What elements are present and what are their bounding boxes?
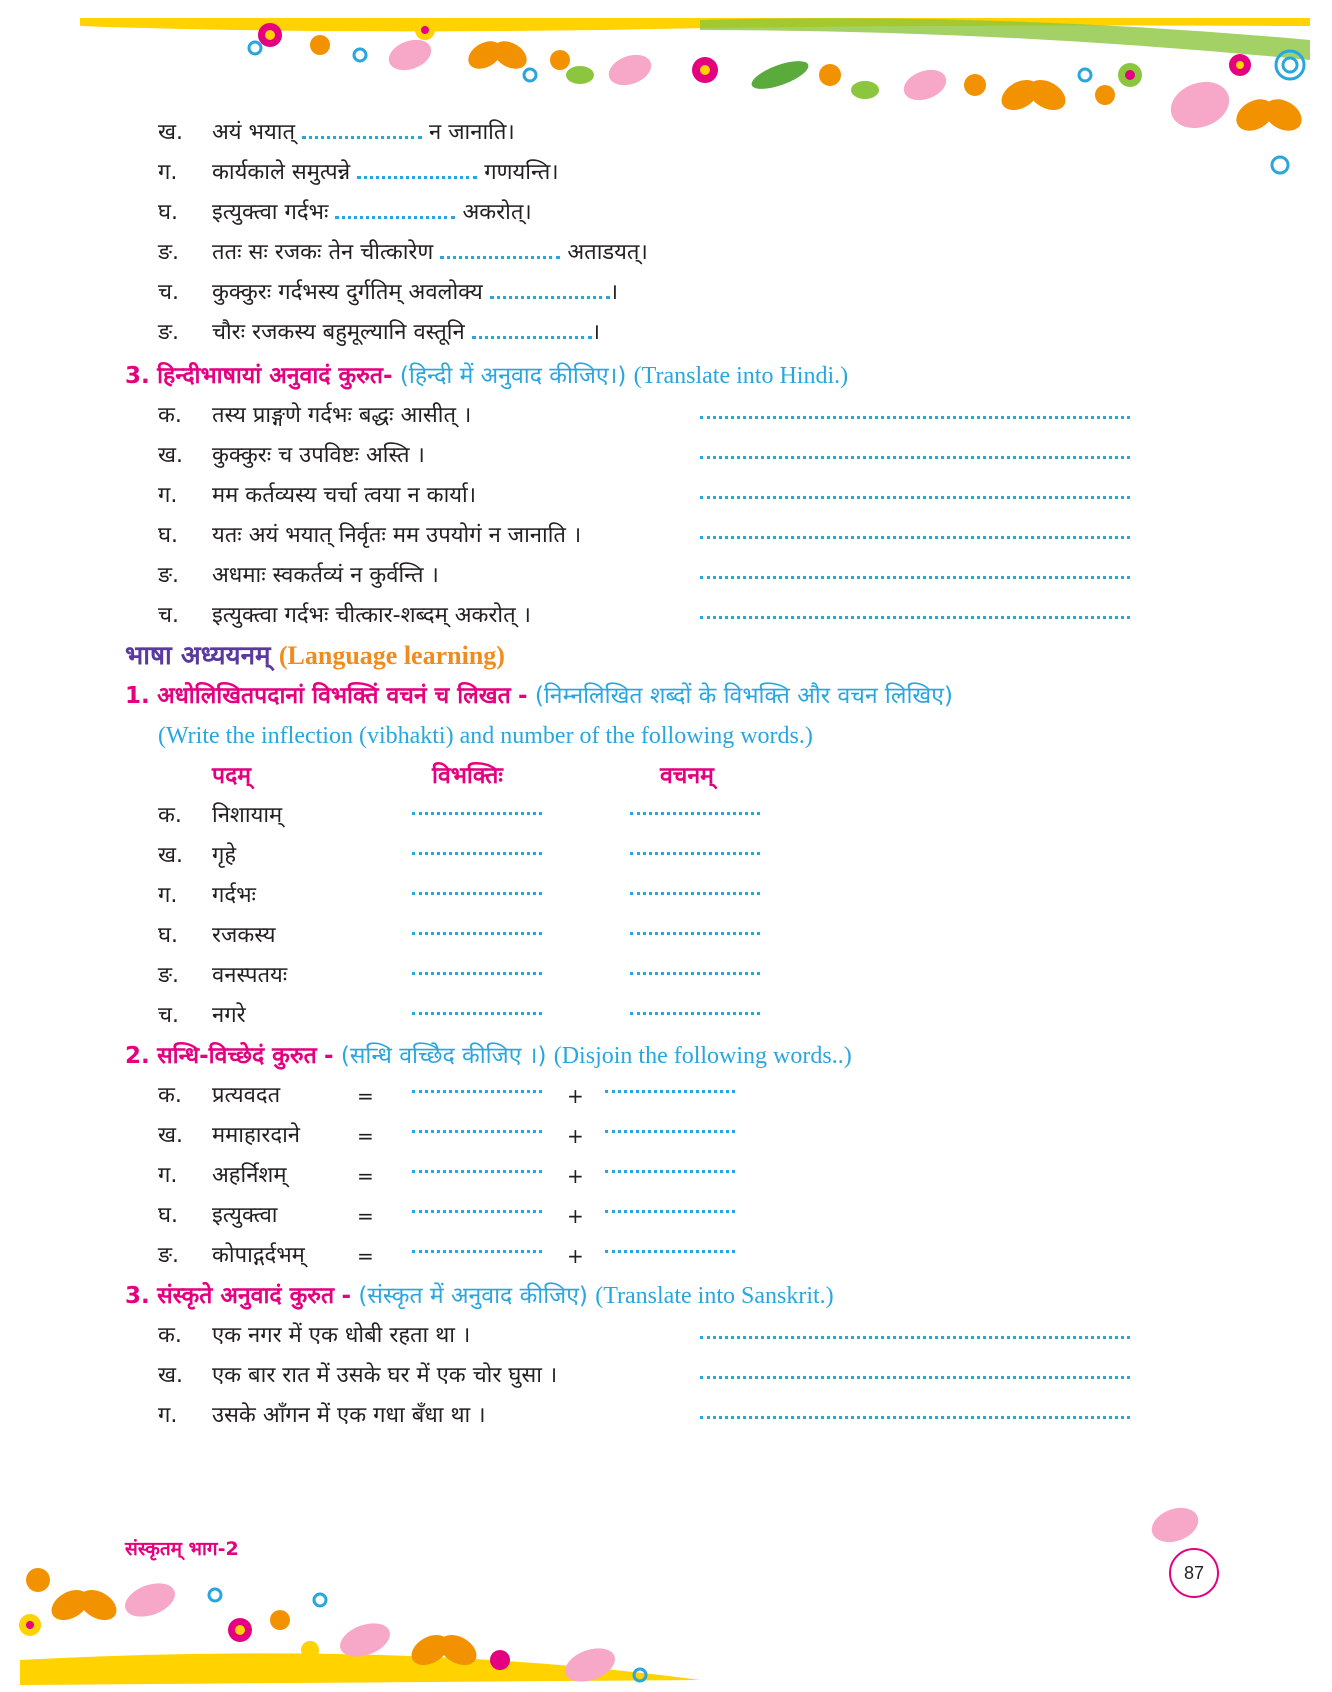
item-marker: ख. xyxy=(158,120,183,145)
translate-item xyxy=(0,596,1332,636)
item-word: रजकस्य xyxy=(212,923,276,948)
item-marker: घ. xyxy=(158,1203,178,1228)
answer-blank[interactable] xyxy=(490,282,610,299)
section-title-hindi: भाषा अध्ययनम् xyxy=(125,641,271,671)
sandhi-item xyxy=(0,1156,1332,1196)
answer-line[interactable] xyxy=(700,1336,1130,1339)
exercise-number: 3. xyxy=(125,363,150,389)
answer-line[interactable] xyxy=(700,456,1130,459)
item-marker: क. xyxy=(158,803,182,828)
sandhi-item xyxy=(0,1076,1332,1116)
item-marker: ख. xyxy=(158,1363,183,1388)
inflection-item xyxy=(0,956,1332,996)
item-text-after: अकरोत्। xyxy=(462,200,532,225)
item-text-after: । xyxy=(591,320,601,345)
exercise-subtitle: (संस्कृत में अनुवाद कीजिए) xyxy=(358,1283,588,1309)
item-word: प्रत्यवदत xyxy=(212,1083,281,1108)
answer-line[interactable] xyxy=(700,1376,1130,1379)
answer-blank[interactable] xyxy=(440,242,560,259)
translate-item xyxy=(0,1316,1332,1356)
exercise-title: अधोलिखितपदानां विभक्तिं वचनं च लिखत xyxy=(157,683,511,709)
vachan-blank[interactable] xyxy=(630,812,760,815)
inflection-item xyxy=(0,916,1332,956)
plus-sign: + xyxy=(567,1124,584,1148)
item-word: गृहे xyxy=(212,843,237,868)
exercise-title: हिन्दीभाषायां अनुवादं कुरुत- xyxy=(157,363,393,389)
exercise-dash: - xyxy=(518,683,528,709)
exercise-subtitle: (हिन्दी में अनुवाद कीजिए।) xyxy=(399,363,627,389)
item-word: अहर्निशम् xyxy=(212,1163,287,1188)
item-marker: च. xyxy=(158,1003,179,1028)
answer-line[interactable] xyxy=(700,616,1130,619)
vibhakti-blank[interactable] xyxy=(412,892,542,895)
exercise-english: (Translate into Sanskrit.) xyxy=(595,1283,834,1309)
exercise-english-line xyxy=(158,716,813,756)
item-marker: क. xyxy=(158,403,182,428)
second-part-blank[interactable] xyxy=(605,1090,735,1093)
fill-blank-item xyxy=(0,193,1332,233)
page-number: 87 xyxy=(1169,1548,1219,1598)
item-marker: ख. xyxy=(158,1123,183,1148)
sandhi-item xyxy=(0,1236,1332,1276)
column-header-vibhakti: विभक्तिः xyxy=(432,763,503,789)
item-text-before: कुक्कुरः गर्दभस्य दुर्गतिम् अवलोक्य xyxy=(212,280,483,305)
equals-sign: = xyxy=(357,1084,374,1108)
translate-item xyxy=(0,436,1332,476)
item-text-after: । xyxy=(609,280,619,305)
plus-sign: + xyxy=(567,1244,584,1268)
item-marker: ग. xyxy=(158,1403,178,1428)
item-marker: ख. xyxy=(158,843,183,868)
answer-line[interactable] xyxy=(700,496,1130,499)
second-part-blank[interactable] xyxy=(605,1250,735,1253)
item-word: इत्युक्त्वा xyxy=(212,1203,278,1228)
second-part-blank[interactable] xyxy=(605,1210,735,1213)
item-marker: घ. xyxy=(158,923,178,948)
item-text: एक बार रात में उसके घर में एक चोर घुसा । xyxy=(212,1363,558,1388)
item-marker: ङ. xyxy=(158,1243,180,1268)
exercise-heading xyxy=(125,1036,852,1076)
inflection-item xyxy=(0,836,1332,876)
item-word: नगरे xyxy=(212,1003,246,1028)
exercise-title: सन्धि-विच्छेदं कुरुत xyxy=(157,1043,317,1069)
book-title: संस्कृतम् भाग-2 xyxy=(125,1538,239,1560)
answer-blank[interactable] xyxy=(302,122,422,139)
inflection-item xyxy=(0,996,1332,1036)
plus-sign: + xyxy=(567,1204,584,1228)
item-marker: ग. xyxy=(158,883,178,908)
translate-item xyxy=(0,476,1332,516)
answer-line[interactable] xyxy=(700,1416,1130,1419)
translate-item xyxy=(0,1396,1332,1436)
item-word: ममाहारदाने xyxy=(212,1123,300,1148)
item-marker: ग. xyxy=(158,1163,178,1188)
exercise-english: (Disjoin the following words..) xyxy=(553,1043,852,1069)
exercise-dash: - xyxy=(324,1043,334,1069)
item-text-before: कार्यकाले समुत्पन्ने xyxy=(212,160,351,185)
item-marker: ङ. xyxy=(158,963,180,988)
item-marker: ङ. xyxy=(158,240,180,265)
answer-line[interactable] xyxy=(700,576,1130,579)
item-text-after: गणयन्ति। xyxy=(484,160,559,185)
vachan-blank[interactable] xyxy=(630,892,760,895)
vibhakti-blank[interactable] xyxy=(412,972,542,975)
item-marker: क. xyxy=(158,1323,182,1348)
vibhakti-blank[interactable] xyxy=(412,1012,542,1015)
inflection-item xyxy=(0,876,1332,916)
vibhakti-blank[interactable] xyxy=(412,812,542,815)
exercise-heading xyxy=(125,1276,834,1316)
fill-blank-item xyxy=(0,153,1332,193)
second-part-blank[interactable] xyxy=(605,1170,735,1173)
answer-blank[interactable] xyxy=(335,202,455,219)
item-marker: च. xyxy=(158,603,179,628)
exercise-heading xyxy=(125,356,848,396)
answer-line[interactable] xyxy=(700,536,1130,539)
first-part-blank[interactable] xyxy=(412,1090,542,1093)
translate-item xyxy=(0,556,1332,596)
exercise-dash: - xyxy=(341,1283,352,1309)
first-part-blank[interactable] xyxy=(412,1210,542,1213)
exercise-number: 2. xyxy=(125,1043,150,1069)
translate-item xyxy=(0,516,1332,556)
exercise-subtitle: (निम्नलिखित शब्दों के विभक्ति और वचन लिखिए) xyxy=(534,683,953,709)
exercise-heading xyxy=(125,676,1205,716)
item-text: कुक्कुरः च उपविष्टः अस्ति । xyxy=(212,443,425,468)
column-header-vachan: वचनम् xyxy=(660,763,714,789)
first-part-blank[interactable] xyxy=(412,1170,542,1173)
item-marker: ग. xyxy=(158,160,178,185)
item-marker: घ. xyxy=(158,523,178,548)
exercise-english: (Translate into Hindi.) xyxy=(633,363,849,389)
exercise-number: 1. xyxy=(125,683,150,709)
item-word: निशायाम् xyxy=(212,803,283,828)
section-title-english: (Language learning) xyxy=(278,641,505,670)
exercise-number: 3. xyxy=(125,1283,150,1309)
item-marker: घ. xyxy=(158,200,178,225)
item-word: कोपाद्गर्दभम् xyxy=(212,1243,305,1268)
vachan-blank[interactable] xyxy=(630,1012,760,1015)
section-title xyxy=(125,636,505,676)
first-part-blank[interactable] xyxy=(412,1250,542,1253)
item-word: वनस्पतयः xyxy=(212,963,288,988)
exercise-title: संस्कृते अनुवादं कुरुत xyxy=(157,1283,335,1309)
fill-blank-item xyxy=(0,113,1332,153)
exercise-subtitle: (सन्धि वच्छिेद कीजिए ।) xyxy=(340,1043,547,1069)
item-marker: च. xyxy=(158,280,179,305)
column-header-word: पदम् xyxy=(212,763,252,789)
fill-blank-item xyxy=(0,273,1332,313)
item-text: एक नगर में एक धोबी रहता था । xyxy=(212,1323,471,1348)
vachan-blank[interactable] xyxy=(630,972,760,975)
item-marker: ङ. xyxy=(158,563,180,588)
first-part-blank[interactable] xyxy=(412,1130,542,1133)
sandhi-item xyxy=(0,1196,1332,1236)
item-text-before: ततः सः रजकः तेन चीत्कारेण xyxy=(212,240,434,265)
item-text: इत्युक्त्वा गर्दभः चीत्कार-शब्दम् अकरोत् । xyxy=(212,603,531,628)
translate-item xyxy=(0,1356,1332,1396)
inflection-item xyxy=(0,796,1332,836)
exercise-english: (Write the inflection (vibhakti) and number of the following words.) xyxy=(158,723,813,749)
plus-sign: + xyxy=(567,1084,584,1108)
answer-blank[interactable] xyxy=(357,162,477,179)
item-text-before: इत्युक्त्वा गर्दभः xyxy=(212,200,329,225)
item-text: अधमाः स्वकर्तव्यं न कुर्वन्ति । xyxy=(212,563,439,588)
plus-sign: + xyxy=(567,1164,584,1188)
vibhakti-blank[interactable] xyxy=(412,932,542,935)
item-text: यतः अयं भयात् निर्वृतः मम उपयोगं न जानाति । xyxy=(212,523,582,548)
vachan-blank[interactable] xyxy=(630,852,760,855)
fill-blank-item xyxy=(0,313,1332,353)
item-text-before: चौरः रजकस्य बहुमूल्यानि वस्तूनि xyxy=(212,320,465,345)
item-text: उसके आँगन में एक गधा बँधा था । xyxy=(212,1403,486,1428)
item-text: मम कर्तव्यस्य चर्चा त्वया न कार्या। xyxy=(212,483,477,508)
answer-blank[interactable] xyxy=(472,322,592,339)
equals-sign: = xyxy=(357,1204,374,1228)
answer-line[interactable] xyxy=(700,416,1130,419)
equals-sign: = xyxy=(357,1124,374,1148)
equals-sign: = xyxy=(357,1244,374,1268)
item-text-after: अताडयत्। xyxy=(567,240,648,265)
fill-blank-item xyxy=(0,233,1332,273)
item-marker: क. xyxy=(158,1083,182,1108)
item-marker: ख. xyxy=(158,443,183,468)
vachan-blank[interactable] xyxy=(630,932,760,935)
second-part-blank[interactable] xyxy=(605,1130,735,1133)
item-text: तस्य प्राङ्गणे गर्दभः बद्धः आसीत् । xyxy=(212,403,472,428)
translate-item xyxy=(0,396,1332,436)
sandhi-item xyxy=(0,1116,1332,1156)
item-marker: ङ. xyxy=(158,320,180,345)
vibhakti-blank[interactable] xyxy=(412,852,542,855)
item-word: गर्दभः xyxy=(212,883,256,908)
item-text-after: न जानाति। xyxy=(429,120,515,145)
equals-sign: = xyxy=(357,1164,374,1188)
item-marker: ग. xyxy=(158,483,178,508)
item-text-before: अयं भयात् xyxy=(212,120,296,145)
